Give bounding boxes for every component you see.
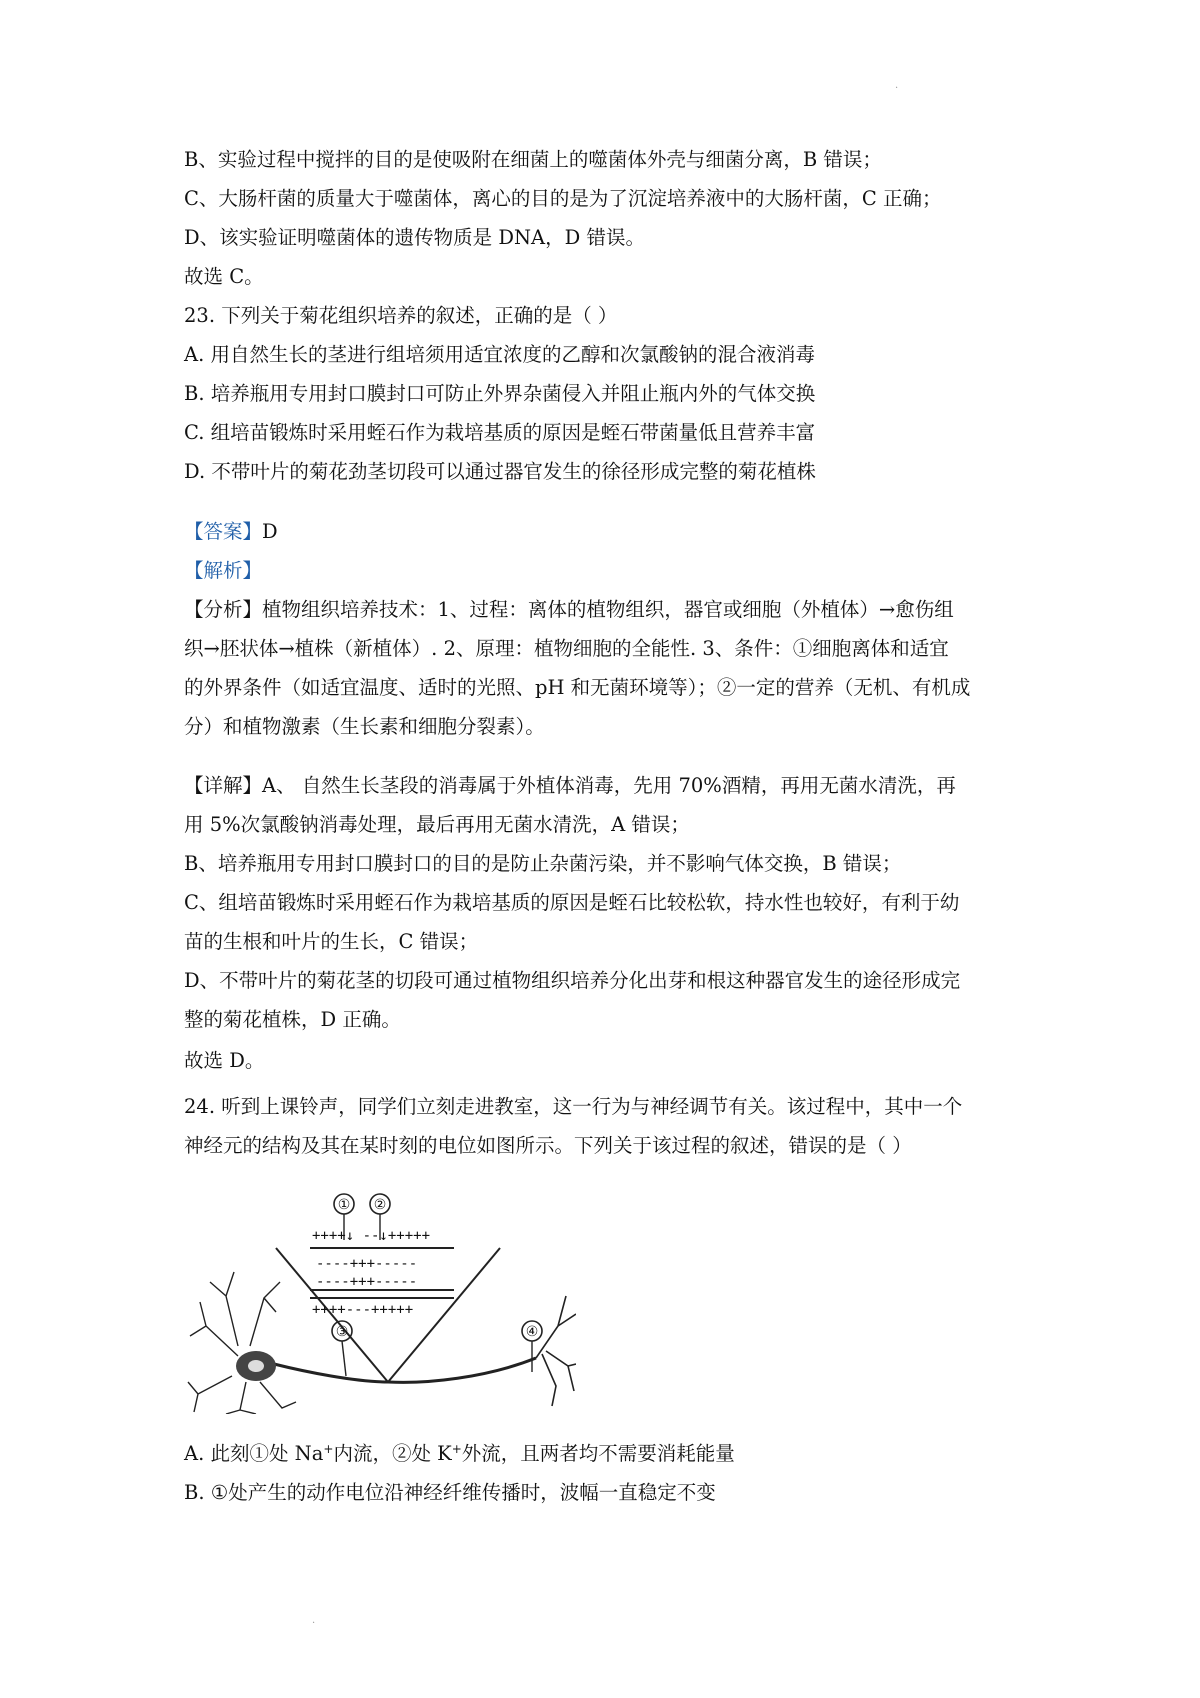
marker-label-3: ③ bbox=[335, 1324, 349, 1340]
answer-tag: 【答案】 bbox=[184, 520, 263, 543]
answer-value: D bbox=[262, 520, 278, 543]
fenxi-tag: 【分析】 bbox=[184, 598, 263, 621]
xiangjie-text: A、 自然生长茎段的消毒属于外植体消毒，先用 70%酒精，再用无菌水清洗，再 bbox=[262, 774, 956, 797]
text-line: C、大肠杆菌的质量大于噬菌体，离心的目的是为了沉淀培养液中的大肠杆菌，C 正确； bbox=[184, 187, 942, 210]
fenxi-line: 的外界条件（如适宜温度、适时的光照、pH 和无菌环境等）；②一定的营养（无机、有机成 bbox=[184, 676, 971, 699]
option-a-text: A. 此刻①处 Na bbox=[184, 1442, 324, 1465]
marker-label-1: ① bbox=[337, 1197, 351, 1213]
analysis-tag: 【解析】 bbox=[184, 559, 263, 582]
option-24-a bbox=[184, 1440, 735, 1468]
option-a-text: 外流，且两者均不需要消耗能量 bbox=[461, 1442, 735, 1465]
scan-dot: . bbox=[312, 1615, 316, 1626]
neuron-diagram bbox=[186, 1186, 576, 1414]
charge-row: ++++↓ --↓+++++ bbox=[312, 1228, 431, 1244]
text-line: B、实验过程中搅拌的目的是使吸附在细菌上的噬菌体外壳与细菌分离，B 错误； bbox=[184, 148, 882, 171]
xiangjie-line: 苗的生根和叶片的生长，C 错误； bbox=[184, 930, 479, 953]
question-24: 24. 听到上课铃声，同学们立刻走进教室，这一行为与神经调节有关。该过程中，其中一个 bbox=[184, 1095, 963, 1118]
question-23: 23. 下列关于菊花组织培养的叙述，正确的是（ ） bbox=[184, 304, 618, 327]
option-d: D. 不带叶片的菊花劲茎切段可以通过器官发生的徐径形成完整的菊花植株 bbox=[184, 460, 816, 483]
scan-dot: . bbox=[895, 80, 899, 91]
option-a-text: 内流，②处 K bbox=[333, 1442, 452, 1465]
marker-label-4: ④ bbox=[525, 1324, 539, 1340]
superscript: + bbox=[323, 1442, 334, 1456]
option-c: C. 组培苗锻炼时采用蛭石作为栽培基质的原因是蛭石带菌量低且营养丰富 bbox=[184, 421, 816, 444]
xiangjie-line: B、培养瓶用专用封口膜封口的目的是防止杂菌污染，并不影响气体交换，B 错误； bbox=[184, 852, 902, 875]
nucleus bbox=[248, 1360, 264, 1372]
fenxi-line: 分）和植物激素（生长素和细胞分裂素）。 bbox=[184, 715, 545, 738]
fenxi-line bbox=[184, 596, 954, 624]
charge-row: ----+++----- bbox=[316, 1274, 418, 1290]
text-line: D、该实验证明噬菌体的遗传物质是 DNA，D 错误。 bbox=[184, 226, 645, 249]
option-a: A. 用自然生长的茎进行组培须用适宜浓度的乙醇和次氯酸钠的混合液消毒 bbox=[184, 343, 815, 366]
xiangjie-tag: 【详解】 bbox=[184, 774, 263, 797]
xiangjie-line: D、不带叶片的菊花茎的切段可通过植物组织培养分化出芽和根这种器官发生的途径形成完 bbox=[184, 969, 961, 992]
superscript: + bbox=[451, 1442, 462, 1456]
xiangjie-line: 用 5%次氯酸钠消毒处理，最后再用无菌水清洗，A 错误； bbox=[184, 813, 690, 836]
charge-row: ----+++----- bbox=[316, 1256, 418, 1272]
xiangjie-line bbox=[184, 772, 956, 800]
fenxi-line: 织→胚状体→植株（新植体）. 2、原理：植物细胞的全能性. 3、条件：①细胞离体和适宜 bbox=[184, 637, 949, 660]
xiangjie-line: 整的菊花植株，D 正确。 bbox=[184, 1008, 401, 1031]
fenxi-text: 植物组织培养技术：1、过程：离体的植物组织，器官或细胞（外植体）→愈伤组 bbox=[262, 598, 954, 621]
dendrites bbox=[188, 1272, 296, 1414]
analysis-heading bbox=[184, 557, 262, 585]
charge-row: ++++---+++++ bbox=[312, 1302, 414, 1318]
text-line: 故选 C。 bbox=[184, 265, 264, 288]
axon-terminal bbox=[536, 1296, 576, 1406]
marker-label-2: ② bbox=[373, 1197, 387, 1213]
xiangjie-line: C、组培苗锻炼时采用蛭石作为栽培基质的原因是蛭石比较松软，持水性也较好，有利于幼 bbox=[184, 891, 960, 914]
answer-line bbox=[184, 518, 278, 546]
option-b: B. 培养瓶用专用封口膜封口可防止外界杂菌侵入并阻止瓶内外的气体交换 bbox=[184, 382, 816, 405]
xiangjie-line: 故选 D。 bbox=[184, 1049, 265, 1072]
option-24-b: B. ①处产生的动作电位沿神经纤维传播时，波幅一直稳定不变 bbox=[184, 1481, 716, 1504]
question-24-cont: 神经元的结构及其在某时刻的电位如图所示。下列关于该过程的叙述，错误的是（ ） bbox=[184, 1134, 912, 1157]
